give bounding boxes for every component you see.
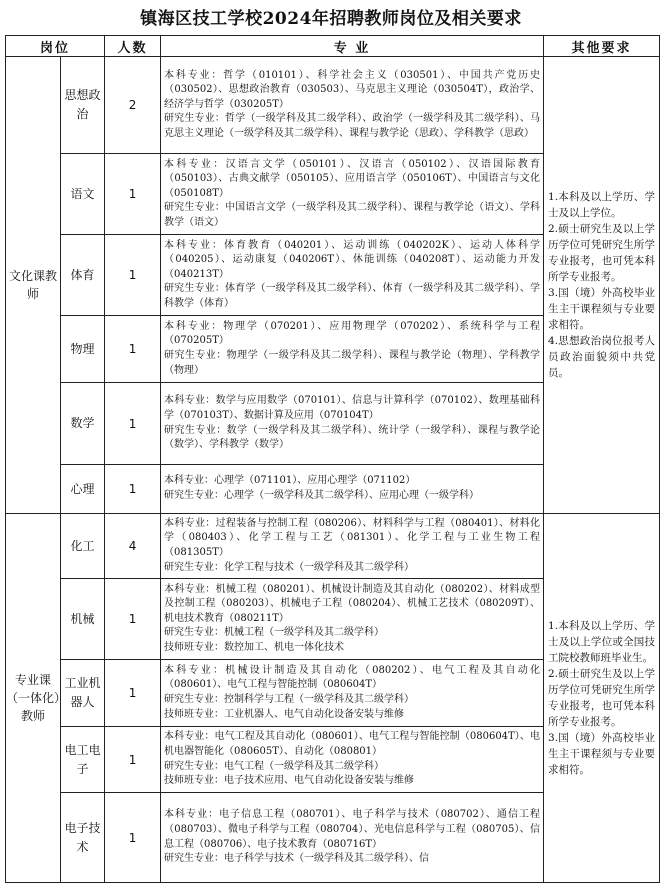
count-cell: 1 xyxy=(105,235,161,316)
requirements-table xyxy=(5,35,660,883)
page-title: 镇海区技工学校2024年招聘教师岗位及相关要求 xyxy=(140,9,522,29)
subject-cell: 体育 xyxy=(61,235,105,316)
subject-cell: 电工电子 xyxy=(61,727,105,793)
subject-cell: 工业机器人 xyxy=(61,660,105,727)
header-count: 人数 xyxy=(105,36,161,57)
count-cell: 1 xyxy=(105,154,161,235)
table-row xyxy=(6,57,660,154)
subject-cell: 机械 xyxy=(61,579,105,660)
major-cell: 本科专业：体育教育（040201）、运动训练（040202K）、运动人体科学（040205）、运动康复（040206T）、休能训练（040208T）、运动能力开发（040213T） 研究生专业：体育学（一级学科及其二级学科）、体育（一级学科及其二级学科）、学科教学（体育） xyxy=(161,235,544,316)
count-cell: 2 xyxy=(105,57,161,154)
major-cell: 本科专业：哲学（010101）、科学社会主义（030501）、中国共产党历史（030502）、思想政治教育（030503）、马克思主义理论（030504T），政治学、经济学与哲学（030205T） 研究生专业：哲学（一级学科及其二级学科）、政治学（一级学科及其二级学科）、马克思主义理论（一级学科及其二级学科）、课程与教学论（思政）、学科教学（思政） xyxy=(161,57,544,154)
header-major: 专 业 xyxy=(161,36,544,57)
category-vocational: 专业课（一体化）教师 xyxy=(6,514,61,883)
major-cell: 本科专业：心理学（071101）、应用心理学（071102） 研究生专业：心理学（一级学科及其二级学科）、应用心理（一级学科） xyxy=(161,465,544,514)
count-cell: 1 xyxy=(105,660,161,727)
subject-cell: 物理 xyxy=(61,316,105,383)
subject-cell: 化工 xyxy=(61,514,105,579)
major-cell: 本科专业：机械工程（080201）、机械设计制造及其自动化（080202）、材料成型及控制工程（080203）、机械电子工程（080204）、机械工艺技术（080209T）、机电技术教育（080211T） 研究生专业：机械工程（一级学科及其二级学科） 技师班专业：数控加工、机电一体化技术 xyxy=(161,579,544,660)
major-cell: 本科专业：数学与应用数学（070101）、信息与计算科学（070102）、数理基础科学（070103T）、数据计算及应用（070104T） 研究生专业：数学（一级学科及其二级学科）、统计学（一级学科）、课程与教学论（数学）、学科教学（数学） xyxy=(161,383,544,465)
major-cell: 本科专业：机械设计制造及其自动化（080202）、电气工程及其自动化（080601）、电气工程与智能控制（080604T） 研究生专业：控制科学与工程（一级学科及其二级学科） 技师班专业：工业机器人、电气自动化设备安装与维修 xyxy=(161,660,544,727)
subject-cell: 电子技术 xyxy=(61,793,105,883)
count-cell: 4 xyxy=(105,514,161,579)
count-cell: 1 xyxy=(105,579,161,660)
other-requirements-vocational: 1.本科及以上学历、学士及以上学位或全国技工院校教师班毕业生。 2.硕士研究生及以上学历学位可凭研究生所学专业报考，也可凭本科所学专业报考。 3.国（境）外高校毕业生主干课程须与专业要求相符。 xyxy=(544,514,660,883)
major-cell: 本科专业：电子信息工程（080701）、电子科学与技术（080702）、通信工程（080703）、微电子科学与工程（080704）、光电信息科学与工程（080705）、信息工程（080706）、电子技术教育（080716T） 研究生专业：电子科学与技术（一级学科及其二级学科）、信 xyxy=(161,793,544,883)
major-cell: 本科专业：过程装备与控制工程（080206）、材料科学与工程（080401）、材料化学（080403）、化学工程与工艺（081301）、化学工程与工业生物工程（081305T） 研究生专业：化学工程与技术（一级学科及其二级学科） xyxy=(161,514,544,579)
major-cell: 本科专业：电气工程及其自动化（080601）、电气工程与智能控制（080604T）、电机电器智能化（080605T）、自动化（080801） 研究生专业：电气工程（一级学科及其二级学科） 技师班专业：电子技术应用、电气自动化设备安装与维修 xyxy=(161,727,544,793)
count-cell: 1 xyxy=(105,383,161,465)
subject-cell: 思想政治 xyxy=(61,57,105,154)
table-header-row xyxy=(6,36,660,57)
count-cell: 1 xyxy=(105,316,161,383)
subject-cell: 心理 xyxy=(61,465,105,514)
other-requirements-culture: 1.本科及以上学历、学士及以上学位。 2.硕士研究生及以上学历学位可凭研究生所学专业报考，也可凭本科所学专业报考。 3.国（境）外高校毕业生主干课程须与专业要求相符。 4.思想政治岗位报考人员政治面貌须中共党员。 xyxy=(544,57,660,514)
count-cell: 1 xyxy=(105,727,161,793)
major-cell: 本科专业：物理学（070201）、应用物理学（070202）、系统科学与工程（070205T） 研究生专业：物理学（一级学科及其二级学科）、课程与教学论（物理）、学科教学（物理） xyxy=(161,316,544,383)
count-cell: 1 xyxy=(105,465,161,514)
table-row xyxy=(6,514,660,579)
subject-cell: 数学 xyxy=(61,383,105,465)
major-cell: 本科专业：汉语言文学（050101）、汉语言（050102）、汉语国际教育（050103）、古典文献学（050105）、应用语言学（050106T）、中国语言与文化（050108T） 研究生专业：中国语言文学（一级学科及其二级学科）、课程与教学论（语文）、学科教学（语文） xyxy=(161,154,544,235)
category-culture: 文化课教师 xyxy=(6,57,61,514)
header-position: 岗位 xyxy=(6,36,105,57)
header-other: 其他要求 xyxy=(544,36,660,57)
subject-cell: 语文 xyxy=(61,154,105,235)
count-cell: 1 xyxy=(105,793,161,883)
